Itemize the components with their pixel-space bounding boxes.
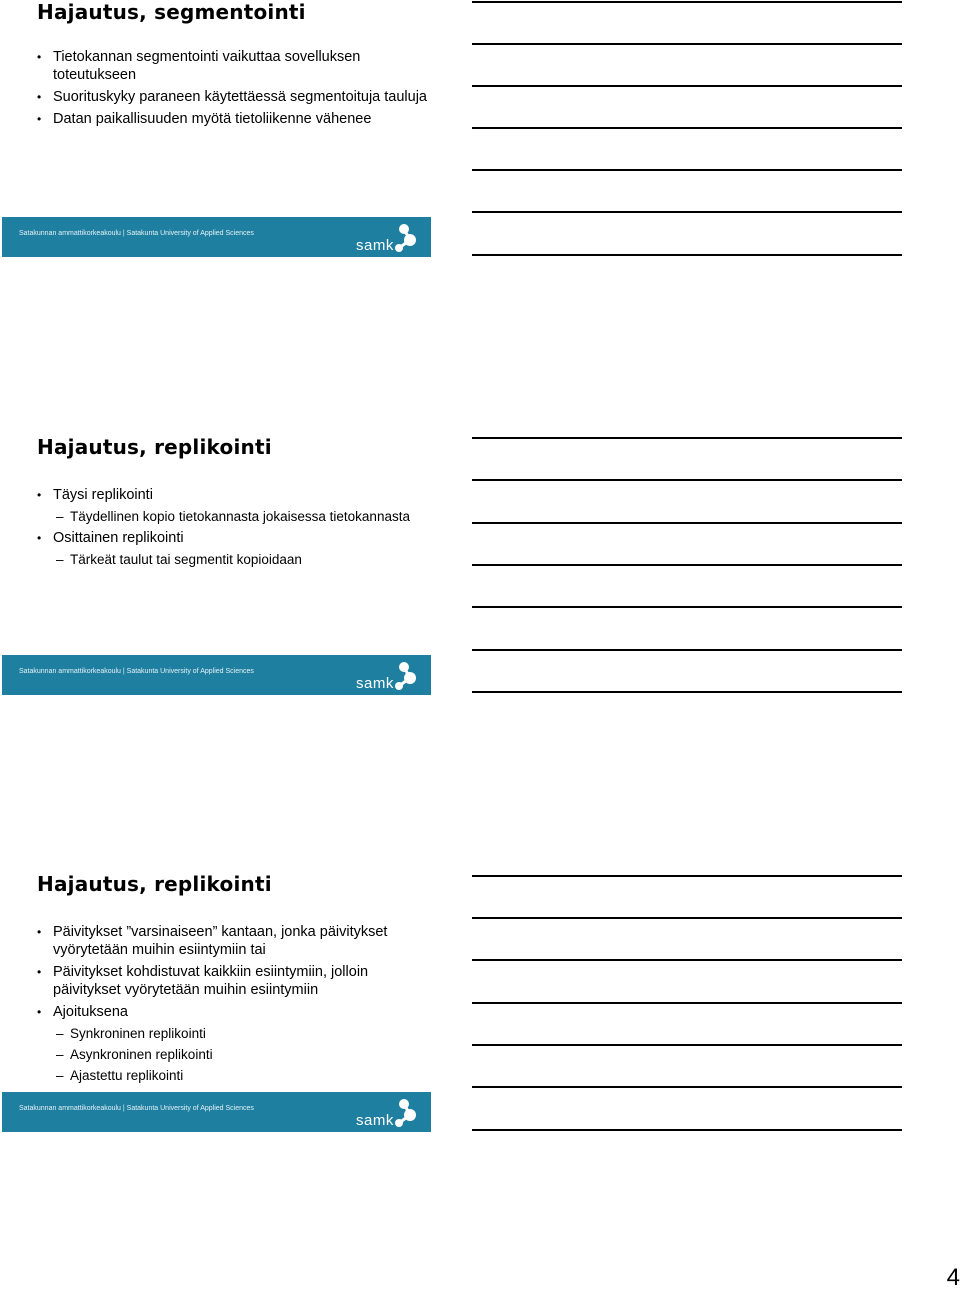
slide-2	[0, 435, 440, 695]
list-item: • Osittainen replikointi	[37, 530, 184, 546]
list-item: – Synkroninen replikointi	[56, 1026, 206, 1041]
slide-1	[0, 0, 440, 260]
slide-footer	[2, 655, 431, 695]
list-item: • Tietokannan segmentointi vaikuttaa sovelluksen toteutukseen	[37, 49, 361, 83]
list-item: – Ajastettu replikointi	[56, 1068, 184, 1083]
slide-title: Hajautus, replikointi	[37, 872, 272, 896]
page-number: 4	[946, 1264, 960, 1291]
footer-text: Satakunnan ammattikorkeakoulu | Satakunta University of Applied Sciences	[19, 230, 254, 237]
list-item: • Ajoituksena	[37, 1004, 128, 1020]
list-item: • Suorituskyky paraneen käytettäessä segmentoituja tauluja	[37, 89, 427, 105]
slide-3	[0, 872, 440, 1134]
slide-footer	[2, 217, 431, 257]
samk-logo: samk	[356, 1097, 418, 1129]
slide-title: Hajautus, replikointi	[37, 435, 272, 459]
bullet-list	[37, 486, 437, 572]
slide-title: Hajautus, segmentointi	[37, 0, 306, 24]
list-item: – Tärkeät taulut tai segmentit kopioidaan	[56, 552, 302, 567]
bullet-list	[37, 923, 437, 1088]
list-item: • Päivitykset ”varsinaiseen” kantaan, jonka päivitykset vyörytetään muihin esiintymiin tai	[37, 924, 388, 958]
bullet-list	[37, 48, 437, 132]
list-item: • Datan paikallisuuden myötä tietoliikenne vähenee	[37, 111, 372, 127]
list-item: • Täysi replikointi	[37, 487, 153, 503]
footer-text: Satakunnan ammattikorkeakoulu | Satakunta University of Applied Sciences	[19, 668, 254, 675]
list-item: – Täydellinen kopio tietokannasta jokaisessa tietokannasta	[56, 509, 410, 524]
footer-text: Satakunnan ammattikorkeakoulu | Satakunta University of Applied Sciences	[19, 1105, 254, 1112]
samk-logo: samk	[356, 222, 418, 254]
samk-logo: samk	[356, 660, 418, 692]
slide-footer	[2, 1092, 431, 1132]
list-item: • Päivitykset kohdistuvat kaikkiin esiintymiin, jolloin päivitykset vyörytetään muihin esiintymiin	[37, 964, 369, 998]
list-item: – Asynkroninen replikointi	[56, 1047, 213, 1062]
